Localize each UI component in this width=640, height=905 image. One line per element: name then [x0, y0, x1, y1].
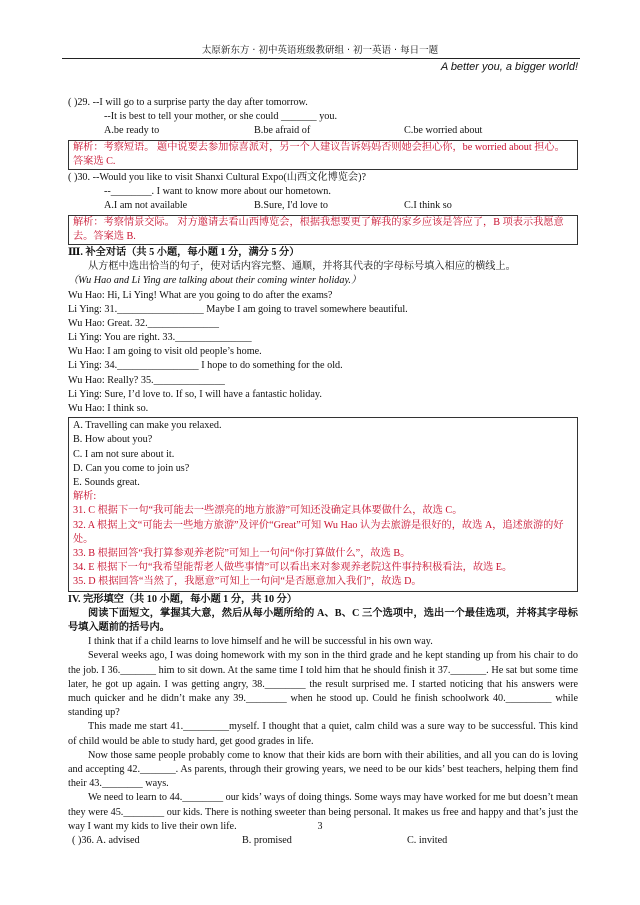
q29-option-c: C.be worried about [404, 125, 483, 137]
section3-title: Ⅲ. 补全对话（共 5 小题，每小题 1 分，满分 5 分） [68, 246, 300, 258]
q30-stem2: --________. I want to know more about our hometown. [104, 186, 331, 198]
option-item: E. Sounds great. [73, 476, 140, 488]
passage-paragraph: This made me start 41._________myself. I thought that a quiet, calm child was a sure way to be successful. This kind of child would be able to study hard, get good grades in life. [68, 721, 578, 747]
section4-title: IV. 完形填空（共 10 小题，每小题 1 分，共 10 分） [68, 593, 298, 605]
analysis-label: 解析: [73, 491, 97, 503]
q36-option-a: ( )36. A. advised [72, 834, 140, 846]
answer-34: 34. E 根据下一句“我希望能帮老人做些事情”可以看出来对参观养老院这件事持积极看法，故选 E。 [73, 562, 513, 574]
section3-scenario: （Wu Hao and Li Ying are talking about their coming winter holiday.） [68, 275, 362, 287]
page-header-title: 太原新东方 · 初中英语班级教研组 · 初一英语 · 每日一题 [201, 45, 439, 56]
passage-paragraph: Several weeks ago, I was doing homework with my son in the third grade and he kept standing up from his chair to do the job. I 36._______ him to sit down. At the same time I told him that he should finish it 37._______. He sat but some time later, he got up again. I was getting angry, 38.________ the result surprised me. I started noticing that his answers were much quicker and he didn’t make any 39.________ when he stood up. Could he finish schoolwork 40._________ while standing up? [68, 650, 578, 719]
q30-option-a: A.I am not available [104, 200, 188, 212]
q30-stem: ( )30. --Would you like to visit Shanxi Cultural Expo(山西文化博览会)? [68, 171, 366, 183]
answer-35: 35. D 根据回答“当然了，我愿意”可知上一句问“是否愿意加入我们”，故选 D。 [73, 576, 422, 588]
answer-33: 33. B 根据回答“我打算参观养老院”可知上一句问“你打算做什么”，故选 B。 [73, 547, 411, 559]
header-rule [62, 58, 580, 59]
page-header-slogan: A better you, a bigger world! [440, 61, 578, 73]
q29-stem: ( )29. --I will go to a surprise party the day after tomorrow. [68, 97, 308, 108]
q36-option-c: C. invited [407, 834, 448, 846]
answer-32: 32. A 根据上文“可能去一些地方旅游”及评价“Great”可知 Wu Hao 认为去旅游是很好的，故选 A，追述旅游的好处。 [73, 519, 564, 545]
q29-option-a: A.be ready to [104, 125, 160, 137]
q29-option-b: B.be afraid of [254, 125, 311, 137]
section3-instruction: 从方框中选出恰当的句子，使对话内容完整、通顺，并将其代表的字母标号填入相应的横线上。 [88, 261, 516, 273]
dialogue-line: Wu Hao: Hi, Li Ying! What are you going to do after the exams? [68, 289, 333, 301]
q29-options [68, 124, 578, 138]
dialogue [68, 289, 578, 417]
option-item: A. Travelling can make you relaxed. [73, 420, 222, 432]
dialogue-line: Li Ying: Sure, I’d love to. If so, I will have a fantastic holiday. [68, 388, 322, 400]
section3-option-box [68, 417, 578, 591]
q30-analysis: 解析：考察情景交际。 对方邀请去看山西博览会，根据我想要更了解我的家乡应该是答应了，B 项表示我愿意去。答案选 B. [68, 215, 578, 245]
answer-31: 31. C 根据下一句“我可能去一些漂亮的地方旅游”可知还没确定具体要做什么，故选 C。 [73, 505, 463, 517]
dialogue-line: Li Ying: 31._________________ Maybe I am going to travel somewhere beautiful. [68, 303, 408, 315]
q29-analysis: 解析：考察短语。 题中说要去参加惊喜派对，另一个人建议告诉妈妈否则她会担心你，be worried about 担心。答案选 C. [68, 140, 578, 170]
dialogue-line: Wu Hao: I am going to visit old people’s home. [68, 346, 262, 358]
passage-paragraph: I think that if a child learns to love himself and he will be successful in his own way. [88, 636, 433, 648]
dialogue-line: Wu Hao: I think so. [68, 403, 149, 414]
dialogue-line: Wu Hao: Really? 35.______________ [68, 374, 225, 386]
option-item: C. I am not sure about it. [73, 448, 175, 460]
q30-option-b: B.Sure, I'd love to [254, 200, 328, 212]
dialogue-line: Wu Hao: Great. 32.______________ [68, 317, 219, 329]
page-number: 3 [317, 821, 323, 832]
q30-option-c: C.I think so [404, 200, 452, 212]
passage-paragraph: Now those same people probably come to know that their kids are born with their abilities, and all you can do is loving and accepting 42._______. As parents, through their growing years, we need to be our kids’ best teachers, helping them find their 43.________ ways. [68, 749, 578, 790]
dialogue-line: Li Ying: You are right. 33._______________ [68, 332, 252, 344]
q30-options [68, 199, 578, 213]
q36-options [68, 834, 578, 848]
option-item: D. Can you come to join us? [73, 462, 190, 474]
section4-instruction: 阅读下面短文，掌握其大意，然后从每小题所给的 A、B、C 三个选项中，选出一个最佳选项，并将其字母标号填入题前的括号内。 [68, 607, 578, 633]
dialogue-line: Li Ying: 34.________________ I hope to do something for the old. [68, 360, 343, 372]
option-item: B. How about you? [73, 434, 153, 446]
document-body [68, 96, 578, 848]
q36-option-b: B. promised [242, 834, 292, 846]
passage-paragraph: We need to learn to 44.________ our kids’ ways of doing things. Some ways may have worked for me but doesn’t mean they were 45.________ our kids. There is nothing sweeter than being personal. It makes us free and happy and that’s just the way I want my kids to live their own life. [68, 792, 578, 832]
q29-stem2: --It is best to tell your mother, or she could _______ you. [104, 111, 338, 123]
